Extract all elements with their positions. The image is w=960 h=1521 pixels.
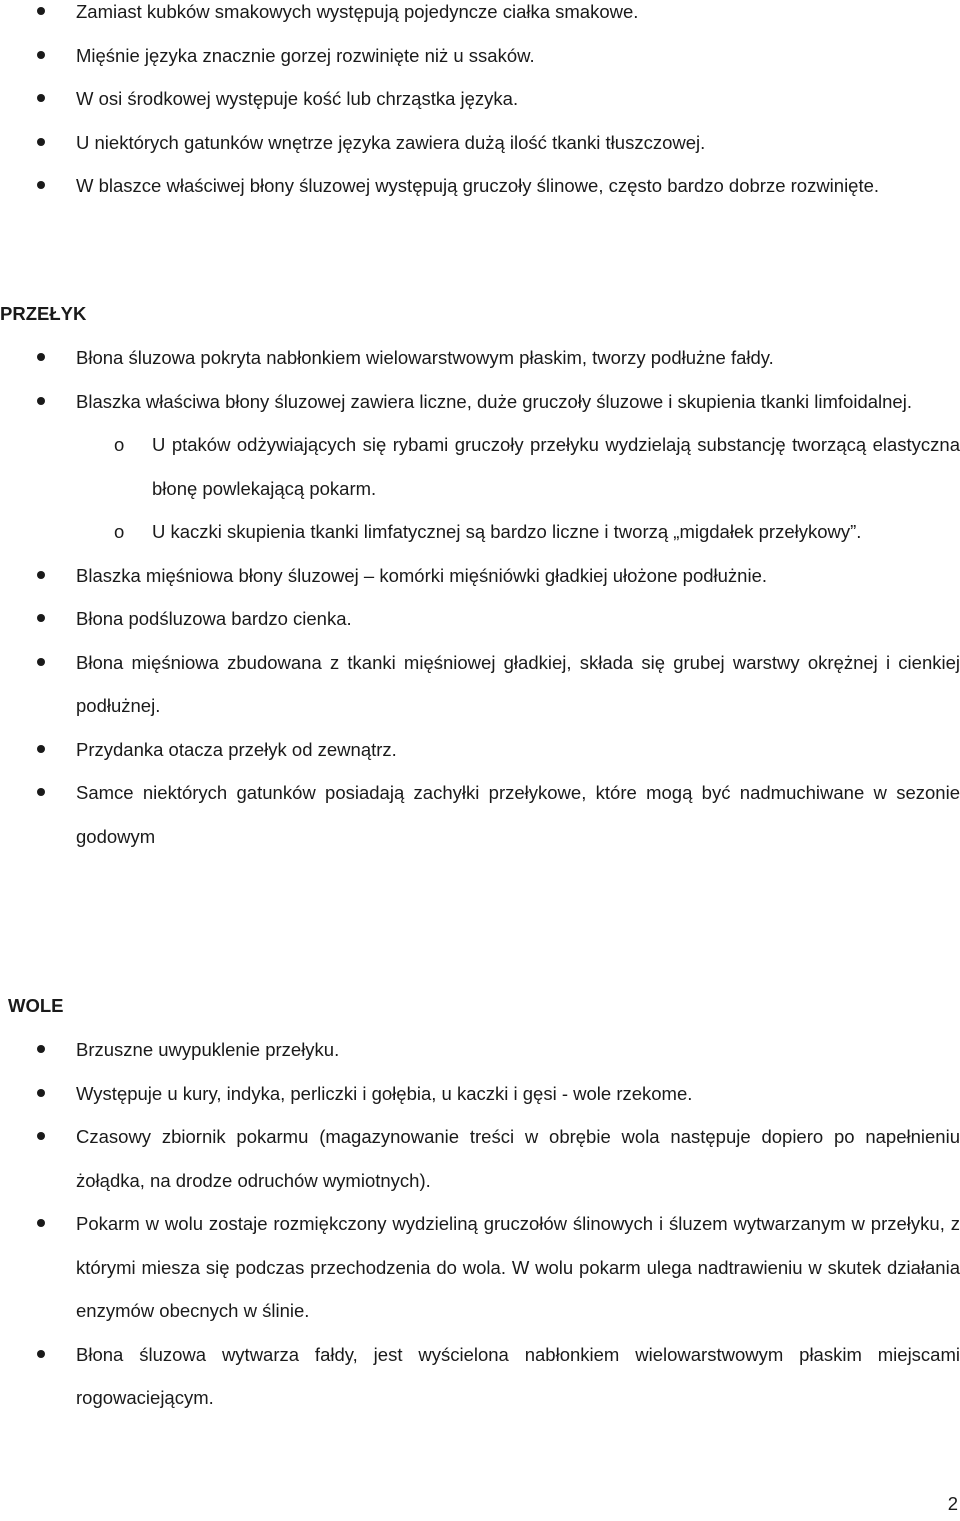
list-item: Błona podśluzowa bardzo cienka. [0, 597, 960, 641]
bullet-list-przelyk-continued [0, 554, 960, 859]
list-item: W osi środkowej występuje kość lub chrząstka języka. [0, 77, 960, 121]
list-item: Występuje u kury, indyka, perliczki i gołębia, u kaczki i gęsi - wole rzekome. [0, 1072, 960, 1116]
list-item: Pokarm w wolu zostaje rozmiękczony wydzieliną gruczołów ślinowych i śluzem wytwarzanym w przełyku, z którymi miesza się podczas przechodzenia do wola. W wolu pokarm ulega nadtrawieniu w skutek działania enzymów obecnych w ślinie. [0, 1202, 960, 1333]
list-item: Błona mięśniowa zbudowana z tkanki mięśniowej gładkiej, składa się grubej warstwy okrężnej i cienkiej podłużnej. [0, 641, 960, 728]
list-item: Mięśnie języka znacznie gorzej rozwinięte niż u ssaków. [0, 34, 960, 78]
list-item: Brzuszne uwypuklenie przełyku. [0, 1028, 960, 1072]
list-item: Przydanka otacza przełyk od zewnątrz. [0, 728, 960, 772]
sub-list-item: o U kaczki skupienia tkanki limfatycznej są bardzo liczne i tworzą „migdałek przełykowy”. [0, 510, 960, 554]
bullet-list-tongue [0, 0, 960, 208]
list-item: U niektórych gatunków wnętrze języka zawiera dużą ilość tkanki tłuszczowej. [0, 121, 960, 165]
section-przelyk [0, 336, 960, 858]
list-item: Blaszka mięśniowa błony śluzowej – komórki mięśniówki gładkiej ułożone podłużnie. [0, 554, 960, 598]
list-item: Błona śluzowa wytwarza fałdy, jest wyścielona nabłonkiem wielowarstwowym płaskim miejscami rogowaciejącym. [0, 1333, 960, 1420]
list-item: Czasowy zbiornik pokarmu (magazynowanie treści w obrębie wola następuje dopiero po napełnieniu żołądka, na drodze odruchów wymiotnych). [0, 1115, 960, 1202]
bullet-list-przelyk [0, 336, 960, 423]
list-item: Błona śluzowa pokryta nabłonkiem wielowarstwowym płaskim, tworzy podłużne fałdy. [0, 336, 960, 380]
list-item: Samce niektórych gatunków posiadają zachyłki przełykowe, które mogą być nadmuchiwane w sezonie godowym [0, 771, 960, 858]
section-heading-wole: WOLE [8, 995, 64, 1016]
page-number: 2 [947, 1493, 958, 1514]
section-heading-przelyk: PRZEŁYK [0, 303, 87, 324]
bullet-list-wole [0, 1028, 960, 1420]
list-item: W blaszce właściwej błony śluzowej występują gruczoły ślinowe, często bardzo dobrze rozwinięte. [0, 164, 960, 208]
sub-list-item: o U ptaków odżywiających się rybami gruczoły przełyku wydzielają substancję tworzącą elastyczna błonę powlekającą pokarm. [0, 423, 960, 510]
list-item: Blaszka właściwa błony śluzowej zawiera liczne, duże gruczoły śluzowe i skupienia tkanki limfoidalnej. [0, 380, 960, 424]
sub-list-przelyk [0, 423, 960, 554]
list-item: Zamiast kubków smakowych występują pojedyncze ciałka smakowe. [0, 0, 960, 34]
